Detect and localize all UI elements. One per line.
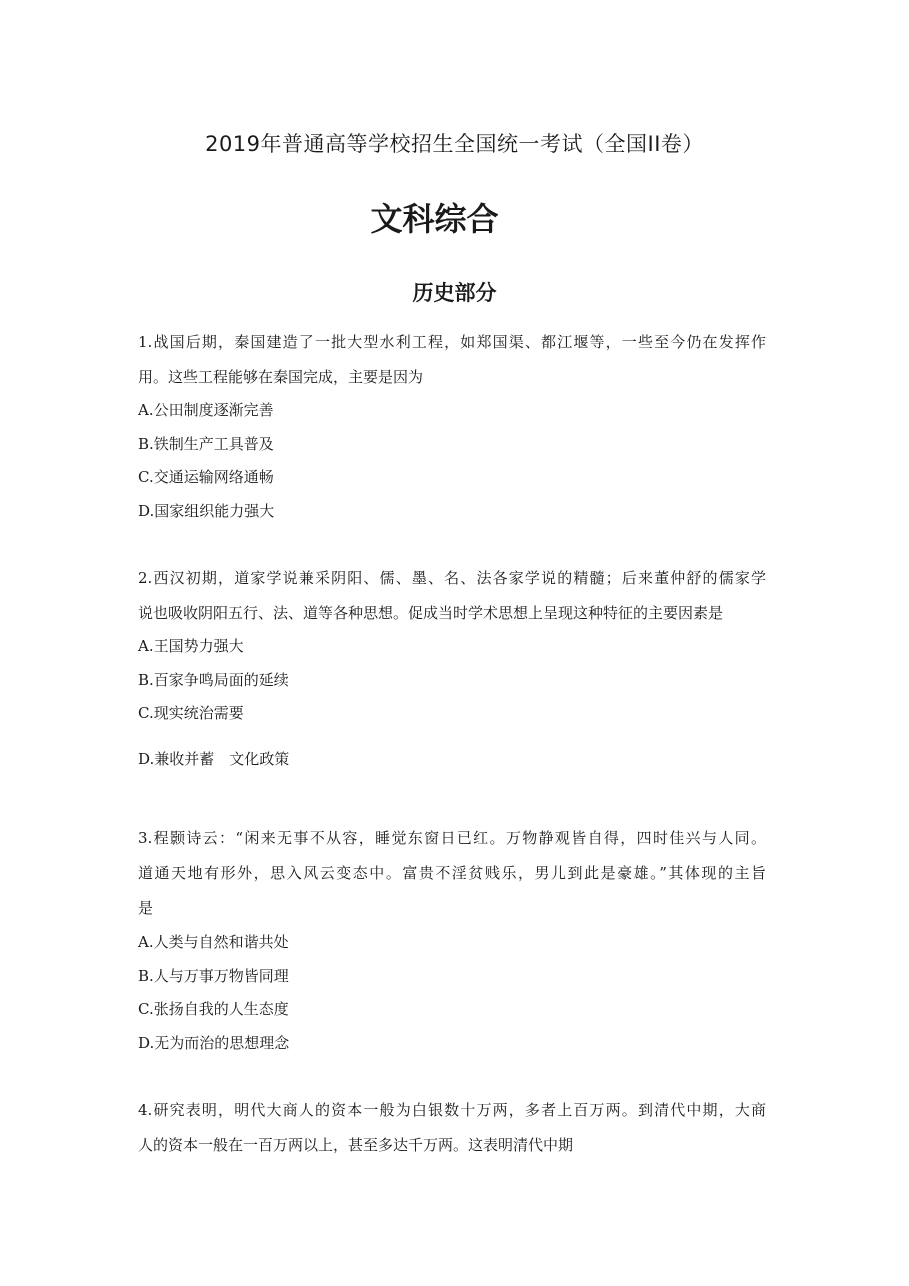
question-stem-line: 说也吸收阴阳五行、法、道等各种思想。促成当时学术思想上呈现这种特征的主要因素是 [138,604,724,622]
question-option-c: C.张扬自我的人生态度 [138,1000,289,1018]
section-title: 历史部分 [412,281,497,305]
question-stem-line: 是 [138,899,154,917]
question-option-d: D.兼收并蓄 文化政策 [138,750,290,768]
question-stem-line: 用。这些工程能够在秦国完成，主要是因为 [138,368,424,386]
question-option-a: A.王国势力强大 [138,637,244,655]
question-option-a: A.公田制度逐渐完善 [138,401,274,419]
question-stem-line: 4.研究表明，明代大商人的资本一般为白银数十万两，多者上百万两。到清代中期，大商 [138,1101,766,1119]
question-option-b: B.铁制生产工具普及 [138,435,274,453]
question-option-d: D.国家组织能力强大 [138,502,275,520]
question-stem-line: 2.西汉初期，道家学说兼采阴阳、儒、墨、名、法各家学说的精髓；后来董仲舒的儒家学 [138,569,766,587]
question-stem-line: 道通天地有形外，思入风云变态中。富贵不淫贫贱乐，男儿到此是豪雄。”其体现的主旨 [138,864,766,882]
question-option-c: C.现实统治需要 [138,704,244,722]
question-stem-line: 1.战国后期，秦国建造了一批大型水利工程，如郑国渠、都江堰等，一些至今仍在发挥作 [138,333,766,351]
question-stem-line: 3.程颢诗云：“闲来无事不从容，睡觉东窗日已红。万物静观皆自得，四时佳兴与人同。 [138,829,766,847]
question-stem-line: 人的资本一般在一百万两以上，甚至多达千万两。这表明清代中期 [138,1136,574,1154]
exam-title: 2019年普通高等学校招生全国统一考试（全国II卷） [205,132,704,156]
question-option-d: D.无为而治的思想理念 [138,1034,290,1052]
question-option-c: C.交通运输网络通畅 [138,468,274,486]
question-option-b: B.人与万事万物皆同理 [138,967,289,985]
question-option-a: A.人类与自然和谐共处 [138,933,289,951]
subject-title: 文科综合 [370,200,499,238]
question-option-b: B.百家争鸣局面的延续 [138,671,289,689]
